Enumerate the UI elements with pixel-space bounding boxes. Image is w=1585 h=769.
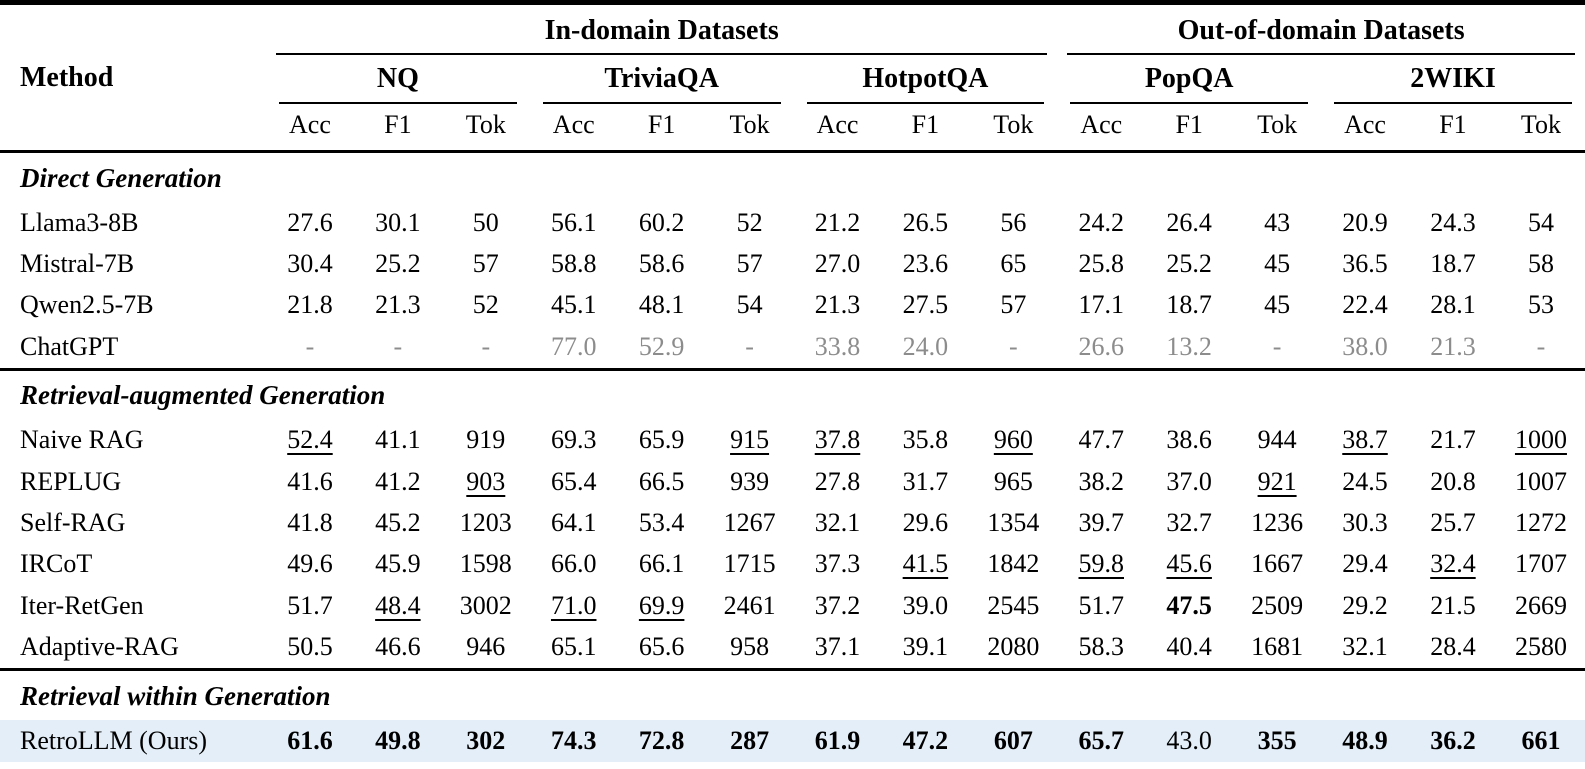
value-cell: 1007	[1514, 466, 1567, 496]
value-cell: 903	[466, 466, 506, 496]
section-title-retrieval-augmented-generation: Retrieval-augmented Generation	[0, 369, 1585, 420]
value-cell: 43	[1264, 207, 1291, 237]
value-cell: 39.7	[1078, 508, 1124, 538]
section-title-retrieval-within-generation: Retrieval within Generation	[0, 670, 1585, 721]
column-header-method: Method	[20, 61, 114, 93]
value-cell: 958	[730, 632, 770, 662]
value-cell: 30.3	[1342, 508, 1388, 538]
value-cell: 37.8	[814, 425, 861, 455]
value-cell: 1707	[1514, 549, 1567, 579]
table-row-iter-retgen	[0, 585, 1585, 626]
metric-header-tok-triviaqa: Tok	[729, 110, 770, 139]
method-name-chatgpt: ChatGPT	[20, 331, 119, 361]
value-cell: 65	[1000, 249, 1027, 278]
value-cell: 48.4	[375, 590, 421, 620]
value-cell: 25.2	[1166, 249, 1212, 278]
value-cell: 3002	[459, 590, 512, 620]
value-cell: 57	[736, 249, 763, 278]
metric-header-tok-popqa: Tok	[1257, 110, 1298, 139]
value-cell: 45	[1264, 290, 1291, 320]
value-cell: 41.2	[375, 466, 421, 496]
method-name-ircot: IRCoT	[20, 549, 93, 579]
dataset-header-popqa: PopQA	[1057, 55, 1321, 104]
method-name-llama3-8b: Llama3-8B	[20, 207, 139, 237]
value-cell: 24.5	[1342, 466, 1388, 496]
value-cell: 960	[993, 425, 1033, 455]
value-cell: 27.6	[287, 207, 333, 237]
dataset-header-nq: NQ	[266, 55, 530, 104]
value-cell: 66.5	[638, 466, 685, 496]
value-cell: 61.9	[794, 720, 882, 765]
value-cell: 18.7	[1430, 249, 1476, 278]
table-row-adaptive-rag	[0, 627, 1585, 670]
value-cell: 1272	[1514, 508, 1567, 538]
value-cell: 26.4	[1166, 207, 1212, 237]
value-cell: 52	[472, 290, 499, 320]
method-name-qwen2-5-7b: Qwen2.5-7B	[20, 290, 154, 320]
value-cell: 38.0	[1342, 331, 1388, 361]
value-cell: 50.5	[287, 632, 333, 662]
value-cell: 77.0	[550, 331, 597, 361]
metric-header-f1-triviaqa: F1	[647, 110, 676, 139]
table-row-retrollm-ours	[0, 720, 1585, 765]
value-cell: 60.2	[638, 207, 685, 237]
value-cell: 45	[1264, 249, 1291, 278]
value-cell: 607	[969, 720, 1057, 765]
value-cell: 32.7	[1166, 508, 1212, 538]
value-cell: 21.3	[814, 290, 861, 320]
value-cell: 18.7	[1166, 290, 1212, 320]
metric-header-f1-nq: F1	[384, 110, 412, 139]
value-cell: 23.6	[902, 249, 949, 278]
value-cell: 25.8	[1078, 249, 1124, 278]
metric-header-acc-triviaqa: Acc	[552, 110, 595, 139]
method-name-naive-rag: Naive RAG	[20, 425, 144, 455]
metric-header-tok-nq: Tok	[465, 110, 506, 139]
value-cell: 45.2	[375, 508, 421, 538]
value-cell: 946	[466, 632, 506, 662]
metric-header-tok-2wiki: Tok	[1520, 110, 1561, 139]
value-cell: 57	[472, 249, 499, 278]
value-cell: 57	[1000, 290, 1027, 320]
value-cell: 41.1	[375, 425, 421, 455]
value-cell: 2080	[987, 632, 1040, 662]
value-cell: 965	[993, 466, 1033, 496]
value-cell: 51.7	[287, 590, 333, 620]
table-row-chatgpt	[0, 326, 1585, 369]
value-cell: 26.6	[1078, 331, 1124, 361]
value-cell: 45.1	[550, 290, 597, 320]
value-cell: 21.8	[287, 290, 333, 320]
metric-header-acc-popqa: Acc	[1080, 110, 1123, 139]
value-cell: 41.8	[287, 508, 333, 538]
value-cell: 29.4	[1342, 549, 1388, 579]
value-cell: 28.4	[1430, 632, 1476, 662]
value-cell: 46.6	[375, 632, 421, 662]
value-cell: 54	[736, 290, 763, 320]
value-cell: 38.2	[1078, 466, 1124, 496]
value-cell: 17.1	[1078, 290, 1124, 320]
value-cell: 39.0	[902, 590, 949, 620]
table-row-llama3-8b	[0, 202, 1585, 243]
value-cell: 921	[1257, 466, 1297, 496]
value-cell: 1681	[1251, 632, 1304, 662]
value-cell: 74.3	[530, 720, 618, 765]
value-cell: 35.8	[902, 425, 949, 455]
metric-header-f1-popqa: F1	[1175, 110, 1203, 139]
value-cell: 21.3	[375, 290, 421, 320]
value-cell: 31.7	[902, 466, 949, 496]
value-cell: 24.0	[902, 331, 949, 361]
value-cell: 27.8	[814, 466, 861, 496]
value-cell: 20.9	[1342, 207, 1388, 237]
value-cell: 43.0	[1145, 720, 1233, 765]
value-cell: 30.4	[287, 249, 333, 278]
value-cell: 49.8	[354, 720, 442, 765]
value-cell: 37.3	[814, 549, 861, 579]
value-cell: 1715	[723, 549, 776, 579]
method-name-mistral-7b: Mistral-7B	[20, 249, 135, 278]
table-row-naive-rag	[0, 420, 1585, 461]
method-name-retrollm-ours: RetroLLM (Ours)	[0, 720, 266, 765]
value-cell: 40.4	[1166, 632, 1212, 662]
value-cell: 47.2	[881, 720, 969, 765]
table-header	[0, 3, 1585, 152]
value-cell: 36.5	[1342, 249, 1388, 278]
value-cell: 51.7	[1078, 590, 1124, 620]
value-cell: 69.9	[638, 590, 685, 620]
value-cell: 64.1	[550, 508, 597, 538]
value-cell: 58.3	[1078, 632, 1124, 662]
value-cell: 1236	[1251, 508, 1304, 538]
value-cell: 38.7	[1342, 425, 1388, 455]
value-cell: -	[1536, 331, 1546, 361]
value-cell: 13.2	[1166, 331, 1212, 361]
value-cell: 41.6	[287, 466, 333, 496]
value-cell: 26.5	[902, 207, 949, 237]
value-cell: 49.6	[287, 549, 333, 579]
method-name-self-rag: Self-RAG	[20, 508, 126, 538]
value-cell: 66.0	[550, 549, 597, 579]
value-cell: 52.9	[638, 331, 685, 361]
value-cell: 53	[1527, 290, 1554, 320]
value-cell: -	[305, 331, 315, 361]
value-cell: -	[481, 331, 491, 361]
group-header-in-domain-datasets: In-domain Datasets	[266, 3, 1057, 56]
value-cell: 48.1	[638, 290, 685, 320]
value-cell: 21.5	[1430, 590, 1476, 620]
value-cell: 58	[1527, 249, 1554, 278]
value-cell: 32.1	[814, 508, 861, 538]
value-cell: 29.2	[1342, 590, 1388, 620]
value-cell: 1667	[1251, 549, 1304, 579]
value-cell: 71.0	[550, 590, 597, 620]
value-cell: 48.9	[1321, 720, 1409, 765]
value-cell: 59.8	[1078, 549, 1124, 579]
value-cell: 45.6	[1166, 549, 1212, 579]
value-cell: 56	[1000, 207, 1027, 237]
value-cell: 58.6	[638, 249, 685, 278]
dataset-header-triviaqa: TriviaQA	[530, 55, 794, 104]
value-cell: 53.4	[638, 508, 685, 538]
value-cell: 21.2	[814, 207, 861, 237]
value-cell: 28.1	[1430, 290, 1476, 320]
value-cell: 944	[1257, 425, 1297, 455]
value-cell: 56.1	[550, 207, 597, 237]
value-cell: 1354	[987, 508, 1040, 538]
table-row-mistral-7b	[0, 244, 1585, 285]
value-cell: 47.7	[1078, 425, 1124, 455]
value-cell: 58.8	[550, 249, 597, 278]
value-cell: 52	[736, 207, 763, 237]
value-cell: 302	[442, 720, 530, 765]
value-cell: 1203	[459, 508, 512, 538]
value-cell: 25.2	[375, 249, 421, 278]
value-cell: 38.6	[1166, 425, 1212, 455]
value-cell: 39.1	[902, 632, 949, 662]
value-cell: 41.5	[902, 549, 949, 579]
value-cell: 2580	[1514, 632, 1567, 662]
value-cell: 2509	[1251, 590, 1304, 620]
value-cell: 37.0	[1166, 466, 1212, 496]
value-cell: 54	[1527, 207, 1554, 237]
metric-header-tok-hotpotqa: Tok	[993, 110, 1034, 139]
value-cell: 65.9	[638, 425, 685, 455]
table-body	[0, 152, 1585, 766]
value-cell: 65.4	[550, 466, 597, 496]
value-cell: 65.1	[550, 632, 597, 662]
metric-header-acc-2wiki: Acc	[1344, 110, 1386, 139]
value-cell: -	[1009, 331, 1018, 361]
value-cell: -	[393, 331, 403, 361]
value-cell: 69.3	[550, 425, 597, 455]
value-cell: 24.3	[1430, 207, 1476, 237]
value-cell: 65.7	[1057, 720, 1145, 765]
value-cell: -	[1272, 331, 1282, 361]
value-cell: 66.1	[638, 549, 685, 579]
value-cell: 915	[730, 425, 770, 455]
value-cell: 45.9	[375, 549, 421, 579]
value-cell: 72.8	[618, 720, 706, 765]
section-title-direct-generation: Direct Generation	[20, 162, 222, 193]
value-cell: 36.2	[1409, 720, 1497, 765]
value-cell: 27.5	[902, 290, 949, 320]
value-cell: 355	[1233, 720, 1321, 765]
value-cell: 1000	[1514, 425, 1567, 455]
value-cell: 1598	[459, 549, 512, 579]
value-cell: 22.4	[1342, 290, 1388, 320]
value-cell: 61.6	[266, 720, 354, 765]
value-cell: 287	[706, 720, 794, 765]
value-cell: 661	[1497, 720, 1585, 765]
value-cell: 65.6	[638, 632, 685, 662]
value-cell: 30.1	[375, 207, 421, 237]
table-row-ircot	[0, 544, 1585, 585]
dataset-header-hotpotqa: HotpotQA	[794, 55, 1058, 104]
value-cell: 21.3	[1430, 331, 1476, 361]
value-cell: 2545	[987, 590, 1040, 620]
value-cell: 21.7	[1430, 425, 1476, 455]
metric-header-f1-2wiki: F1	[1439, 110, 1467, 139]
metric-header-acc-hotpotqa: Acc	[816, 110, 859, 139]
table-row-replug	[0, 461, 1585, 502]
value-cell: 20.8	[1430, 466, 1476, 496]
header-group-row	[0, 3, 1585, 56]
value-cell: 52.4	[287, 425, 333, 455]
value-cell: 2461	[723, 590, 776, 620]
value-cell: 37.2	[814, 590, 861, 620]
value-cell: 50	[472, 207, 499, 237]
value-cell: 32.4	[1430, 549, 1476, 579]
table-row-qwen2-5-7b	[0, 285, 1585, 326]
value-cell: 25.7	[1430, 508, 1476, 538]
value-cell: 33.8	[814, 331, 861, 361]
dataset-header-2wiki: 2WIKI	[1321, 55, 1585, 104]
section-row-direct-generation	[0, 152, 1585, 203]
metric-header-f1-hotpotqa: F1	[911, 110, 940, 139]
metric-header-acc-nq: Acc	[289, 110, 331, 139]
section-row-retrieval-augmented-generation	[0, 369, 1585, 420]
method-name-adaptive-rag: Adaptive-RAG	[20, 632, 179, 662]
section-row-retrieval-within-generation	[0, 670, 1585, 721]
value-cell: 29.6	[902, 508, 949, 538]
value-cell: 47.5	[1166, 590, 1212, 620]
value-cell: 1842	[987, 549, 1040, 579]
method-name-iter-retgen: Iter-RetGen	[20, 590, 144, 620]
value-cell: 27.0	[814, 249, 861, 278]
value-cell: 24.2	[1078, 207, 1124, 237]
group-header-out-of-domain-datasets: Out-of-domain Datasets	[1057, 3, 1585, 56]
value-cell: 37.1	[814, 632, 861, 662]
table-row-self-rag	[0, 503, 1585, 544]
value-cell: 939	[730, 466, 770, 496]
method-name-replug: REPLUG	[20, 466, 122, 496]
value-cell: 32.1	[1342, 632, 1388, 662]
value-cell: 919	[466, 425, 506, 455]
value-cell: 2669	[1514, 590, 1567, 620]
value-cell: -	[745, 331, 754, 361]
value-cell: 1267	[723, 508, 776, 538]
